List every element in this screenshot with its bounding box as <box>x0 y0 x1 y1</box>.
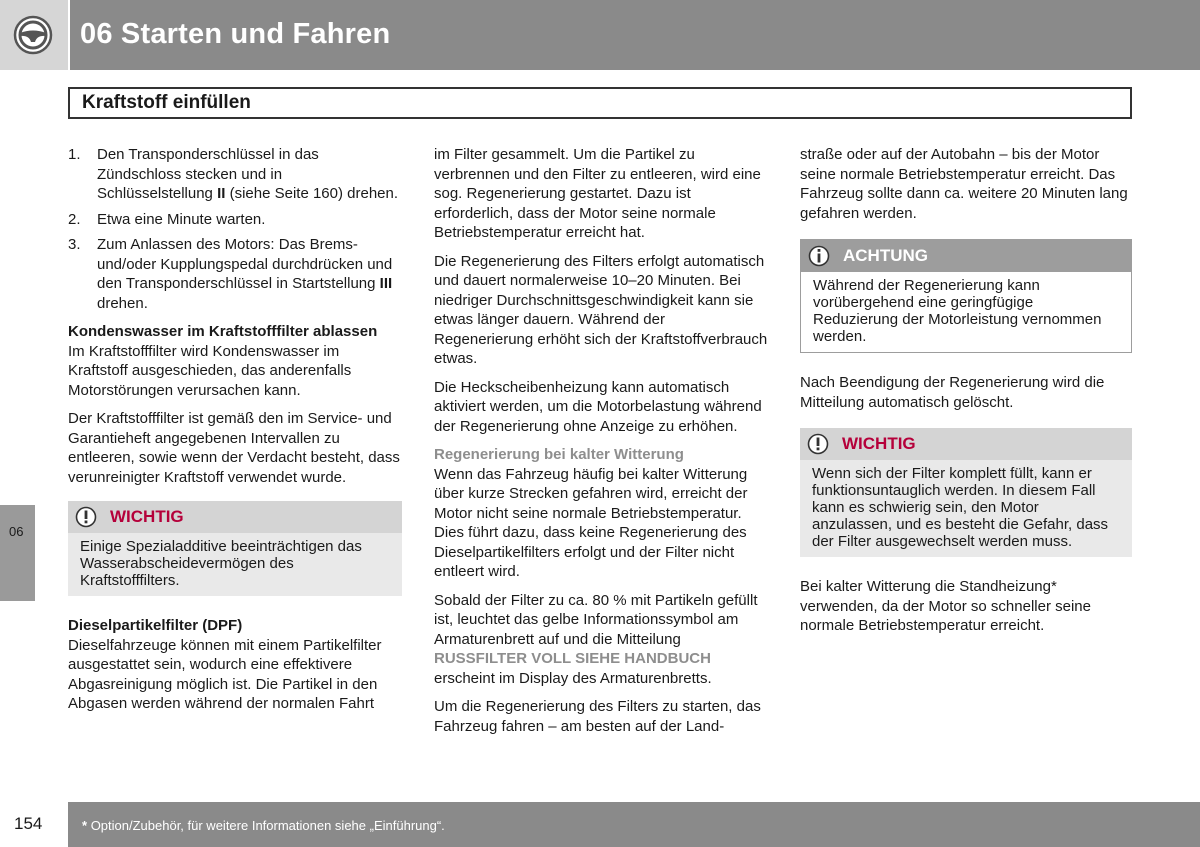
warning-header <box>68 501 402 533</box>
paragraph: Bei kalter Witterung die Standheizung* verwenden, da der Motor so schneller seine normale Betriebstemperatur erreicht. <box>800 578 1091 634</box>
warning-text: Wenn sich der Filter komplett füllt, kann er funktionsuntauglich werden. In diesem Fall kann es schwierig sein, den Motor anzulassen, und es besteht die Gefahr, dass der Filter ausgewechselt werden muss. <box>812 465 1109 550</box>
step-number: 2. <box>68 210 81 228</box>
paragraph: Dieselfahrzeuge können mit einem Partikelfilter ausgestattet sein, wodurch eine effektivere Abgasreinigung möglich ist. Die Partikel in den Abgasen werden während der normalen Fahrt <box>68 636 382 712</box>
paragraph <box>434 591 768 689</box>
step-text: drehen. <box>97 294 148 312</box>
step-number: 1. <box>68 146 81 163</box>
footer-note <box>82 818 445 833</box>
exclamation-icon <box>75 506 97 528</box>
key-position: II <box>217 185 226 202</box>
warning-text: Einige Spezialadditive beeinträchtigen das Wasserabscheidevermögen des Kraftstofffilters. <box>80 538 362 589</box>
paragraph: Wenn das Fahrzeug häufig bei kalter Witterung über kurze Strecken gefahren wird, erreicht der Motor nicht seine normale Betriebstemperatur. Dies führt dazu, dass keine Regenerierung des Dieselpartikelfilters erfolgt und der Filter nicht entleert wird. <box>434 465 748 580</box>
section-title: Kraftstoff einfüllen <box>82 92 251 113</box>
chapter-side-tab-label: 06 <box>9 524 24 539</box>
paragraph: Die Regenerierung des Filters erfolgt automatisch und dauert normalerweise 10–20 Minuten. Bei niedriger Durchschnittsgeschwindigkeit kann sie etwas länger dauern. Während der Regenerierung erhöht sich der Kraftstoffverbrauch etwas. <box>434 252 768 367</box>
warning-header <box>800 428 1132 460</box>
section-title-box <box>68 87 1132 119</box>
warning-box <box>800 428 1132 557</box>
step-number: 3. <box>68 236 81 253</box>
paragraph: Die Heckscheibenheizung kann automatisch aktiviert werden, um die Motorbelastung während der Regenerierung ohne Anzeige zu erhöhen. <box>434 378 762 435</box>
step-text: (siehe Seite 160) drehen. <box>225 185 399 202</box>
paragraph: Der Kraftstofffilter ist gemäß den im Service- und Garantieheft angegebenen Intervallen zu entleeren, sowie wenn der Verdacht besteht, dass verunreinigter Kraftstoff verwendet wurde. <box>68 410 400 486</box>
column-3 <box>800 145 1132 645</box>
warning-box <box>68 501 402 596</box>
subheading-dpf: Dieselpartikelfilter (DPF) <box>68 617 243 634</box>
start-steps-list <box>68 145 402 313</box>
footnote-star: * <box>82 818 88 833</box>
warning-label: WICHTIG <box>842 434 916 453</box>
column-2 <box>434 145 768 745</box>
paragraph: Nach Beendigung der Regenerierung wird die Mitteilung automatisch gelöscht. <box>800 374 1105 411</box>
paragraph-text: erscheint im Display des Armaturenbretts. <box>434 669 712 687</box>
exclamation-icon <box>807 433 829 455</box>
note-box <box>800 239 1132 353</box>
list-item <box>68 145 402 204</box>
chapter-side-tab <box>0 505 35 601</box>
note-label: ACHTUNG <box>843 246 928 265</box>
chapter-title: 06 Starten und Fahren <box>80 18 391 50</box>
column-1 <box>68 145 402 723</box>
key-position: III <box>379 275 393 292</box>
warning-label: WICHTIG <box>110 507 184 526</box>
steering-wheel-icon <box>13 15 53 55</box>
page-number: 154 <box>14 814 43 833</box>
info-icon <box>808 245 830 267</box>
display-message: RUSSFILTER VOLL SIEHE HANDBUCH <box>434 650 711 667</box>
step-text: Zum Anlassen des Motors: Das Brems- und/oder Kupplungspedal durchdrücken und den Transponderschlüssel in Startstellung <box>97 236 393 292</box>
list-item <box>68 210 402 230</box>
paragraph-text: Sobald der Filter zu ca. 80 % mit Partikeln gefüllt ist, leuchtet das gelbe Informationssymbol am Armaturenbrett auf und die Mitteilung <box>434 591 758 648</box>
subheading-condensate: Kondenswasser im Kraftstofffilter ablassen <box>68 323 378 340</box>
subheading-cold-weather: Regenerierung bei kalter Witterung <box>434 446 684 463</box>
step-text: Den Transponderschlüssel in das Zündschloss stecken und in Schlüsselstellung <box>97 146 319 202</box>
paragraph: Im Kraftstofffilter wird Kondenswasser im Kraftstoff ausgeschieden, das anderenfalls Motorstörungen verursachen kann. <box>68 342 352 399</box>
step-text: Etwa eine Minute warten. <box>97 210 266 228</box>
paragraph: straße oder auf der Autobahn – bis der Motor seine normale Betriebstemperatur erreicht. Das Fahrzeug sollte dann ca. weitere 20 Minuten lang gefahren werden. <box>800 146 1128 222</box>
footnote-text: Option/Zubehör, für weitere Informationen siehe „Einführung“. <box>90 818 445 833</box>
note-text: Während der Regenerierung kann vorübergehend eine geringfügige Reduzierung der Motorleistung vernommen werden. <box>813 277 1102 345</box>
note-header <box>801 240 1131 272</box>
paragraph: im Filter gesammelt. Um die Partikel zu verbrennen und den Filter zu entleeren, wird eine sog. Regenerierung gestartet. Dazu ist erforderlich, dass der Motor seine normale Betriebstemperatur erreicht hat. <box>434 146 761 241</box>
list-item <box>68 235 402 313</box>
paragraph: Um die Regenerierung des Filters zu starten, das Fahrzeug fahren – am besten auf der Land- <box>434 698 761 735</box>
